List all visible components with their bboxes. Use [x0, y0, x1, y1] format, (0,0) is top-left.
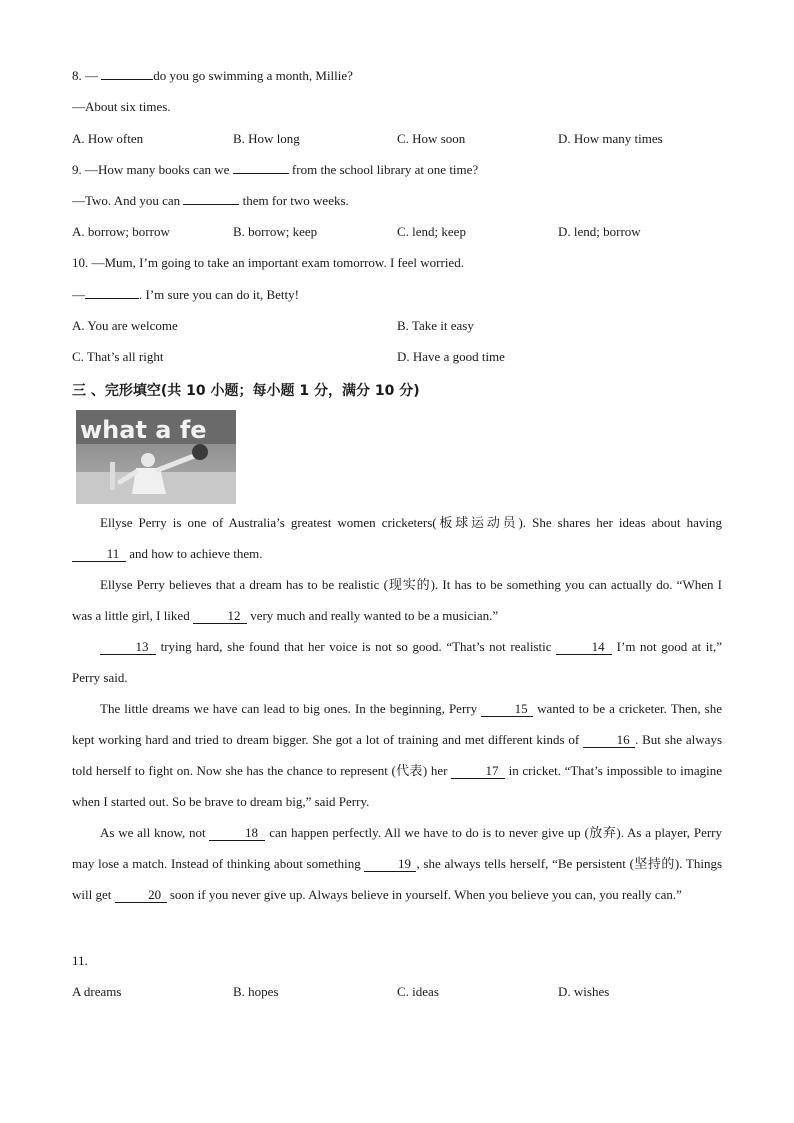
blank-19: 19 [364, 857, 416, 872]
q10-blank [85, 298, 139, 299]
blank-11: 11 [72, 547, 126, 562]
q8-option-d[interactable]: D. How many times [558, 131, 663, 146]
passage-paragraph-5: As we all know, not 18 can happen perfectly. All we have to do is to never give up (放弃). As a player, Perry may lose a match. Instead of thinking about something 19 , she always tells herself, “Be persistent (坚持的). Things will get 20 soon if you never give up. Always believe in yourself. When you believe you can, you really can.” [72, 825, 723, 902]
q9-blank-1 [233, 173, 289, 174]
q10-option-a[interactable]: A. You are welcome [72, 318, 178, 333]
q8-option-c[interactable]: C. How soon [397, 131, 466, 146]
blank-12: 12 [193, 609, 247, 624]
q10-option-c[interactable]: C. That’s all right [72, 349, 164, 364]
q10-stem: 10. —Mum, I’m going to take an important exam tomorrow. I feel worried. [72, 255, 464, 270]
blank-16: 16 [583, 733, 635, 748]
q9-option-a[interactable]: A. borrow; borrow [72, 224, 170, 239]
blank-20: 20 [115, 888, 167, 903]
q9-blank-2 [183, 204, 239, 205]
passage-paragraph-4: The little dreams we have can lead to big ones. In the beginning, Perry 15 wanted to be a cricketer. Then, she kept working hard and tried to dream bigger. She got a lot of training and met different kinds of 16 . But she always told herself to fight on. Now she has the chance to represent (代表) her 17 in cricket. “That’s impossible to imagine when I started out. So be brave to dream big,” said Perry. [72, 701, 723, 809]
blank-15: 15 [481, 702, 533, 717]
q8-option-b[interactable]: B. How long [233, 131, 300, 146]
cricketer-photo [76, 410, 236, 504]
passage-paragraph-2: Ellyse Perry believes that a dream has to be realistic (现实的). It has to be something you can actually do. “When I was a little girl, I liked 12 very much and really wanted to be a musician.” [72, 577, 722, 623]
blank-14: 14 [556, 640, 612, 655]
q8-option-a[interactable]: A. How often [72, 131, 144, 146]
q9-option-c[interactable]: C. lend; keep [397, 224, 466, 239]
photo-caption-text: what a fe [80, 416, 207, 444]
q9-option-b[interactable]: B. borrow; keep [233, 224, 318, 239]
blank-13: 13 [100, 640, 156, 655]
q9-reply: —Two. And you can them for two weeks. [72, 193, 349, 208]
blank-17: 17 [451, 764, 505, 779]
cricketer-photo-image [76, 410, 236, 504]
q8-number: 8. — [72, 68, 102, 83]
q10-option-b[interactable]: B. Take it easy [397, 318, 474, 333]
q11-number: 11. [72, 953, 88, 968]
q8-stem-text: do you go swimming a month, Millie? [153, 68, 353, 83]
passage-paragraph-3: 13 trying hard, she found that her voice is not so good. “That’s not realistic 14 I’m not good at it,” Perry said. [72, 639, 722, 685]
q9-option-d[interactable]: D. lend; borrow [558, 224, 641, 239]
q11-option-d[interactable]: D. wishes [558, 984, 610, 999]
blank-18: 18 [209, 826, 265, 841]
q8-reply: —About six times. [72, 99, 171, 114]
cloze-passage [72, 507, 722, 910]
q8-stem [72, 68, 353, 84]
q11-option-a[interactable]: A dreams [72, 984, 122, 999]
section-title: 三 、完形填空(共 10 小题；每小题 1 分，满分 10 分) [72, 383, 420, 399]
q11-option-c[interactable]: C. ideas [397, 984, 439, 999]
q8-blank [101, 79, 153, 80]
q9-stem: 9. —How many books can we from the school library at one time? [72, 162, 479, 177]
q11-option-b[interactable]: B. hopes [233, 984, 279, 999]
passage-paragraph-1: Ellyse Perry is one of Australia’s greatest women cricketers(板球运动员). She shares her ideas about having 11 and how to achieve them. [72, 507, 722, 569]
q10-option-d[interactable]: D. Have a good time [397, 349, 505, 364]
q10-reply: — . I’m sure you can do it, Betty! [72, 287, 299, 302]
